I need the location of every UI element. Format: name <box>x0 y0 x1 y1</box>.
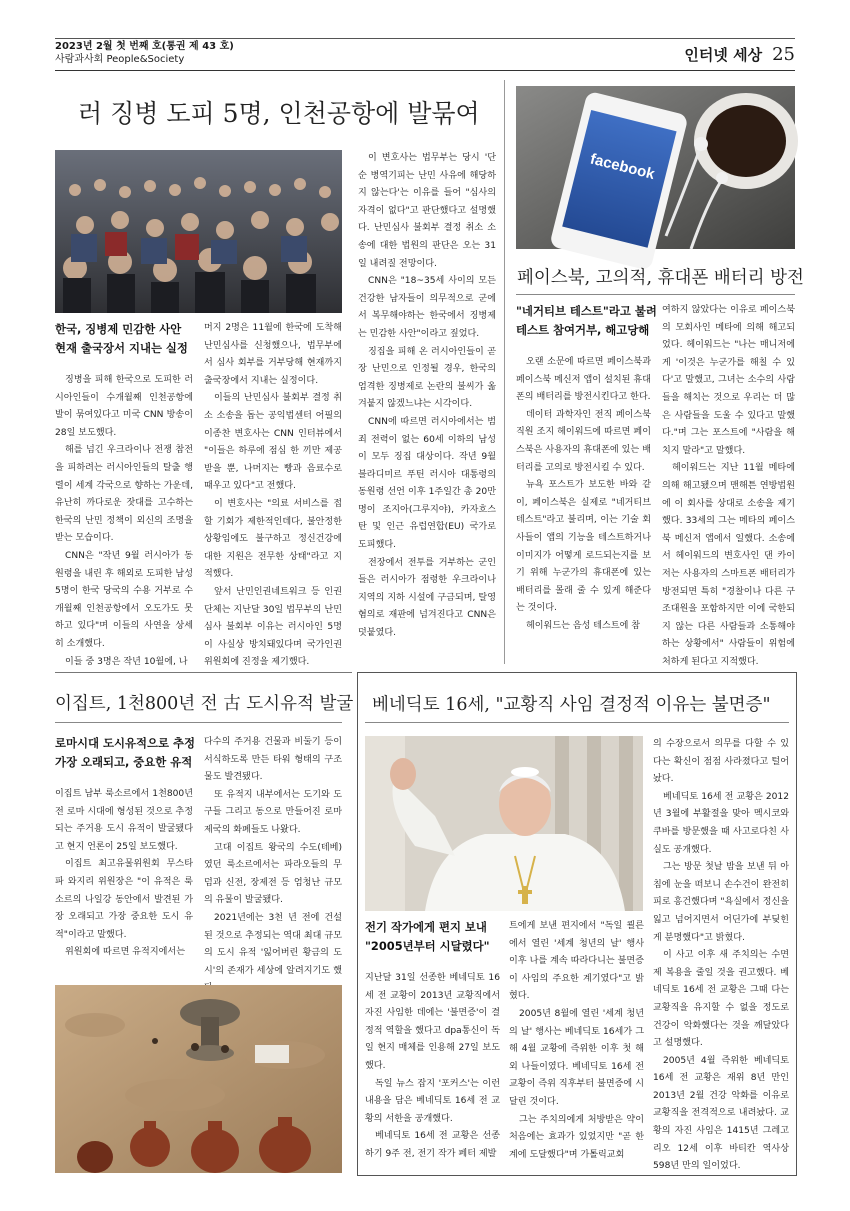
issue-info <box>55 40 234 66</box>
article4-subheadline-line1: 전기 작가에게 편지 보내 <box>365 920 487 934</box>
article3-subheadline-line2: 가장 오래되고, 중요한 유적 <box>55 755 193 769</box>
paragraph: 전장에서 전투를 거부하는 군인들은 러시아가 점령한 우크라이나 지역의 지하 시설에 구금되며, 탈영 혐의로 재판에 넘겨진다고 CNN은 덧붙였다. <box>358 557 496 639</box>
paragraph: 또 유적지 내부에서는 도기와 도구들 그리고 동으로 만들어진 로마 제국의 화폐들도 나왔다. <box>204 789 342 835</box>
article2-subheadline-line1: "네거티브 테스트"라고 불려 <box>516 304 657 318</box>
paragraph: 독일 뉴스 잡지 '포커스'는 이런 내용을 담은 베네딕토 16세 전 교황의 서한을 공개했다. <box>365 1078 500 1124</box>
paragraph: 이 변호사는 법무부는 당시 '단순 병역기피는 난민 사유에 해당하지 않는다'는 이유를 들어 "심사의 자격이 없다"고 판단했다고 설명했다. 난민심사 불회부 결정 취소 소송에 대한 법원의 판단은 오는 31일 내려질 전망이다. <box>358 153 496 269</box>
article1-body-col1 <box>55 372 193 667</box>
paragraph: 위원회에 따르면 유적지에서는 <box>65 947 185 958</box>
article3-subheadline <box>55 734 197 772</box>
paragraph: 지난달 31일 선종한 베네딕토 16세 전 교황이 2013년 교황직에서 자진 사임한 데에는 '불면증'이 결정적 역할을 했다고 dpa통신이 독일 현지 매체를 인용해 27일 보도했다. <box>365 973 500 1071</box>
article1-headline: 러 징병 도피 5명, 인천공항에 발묶여 <box>78 99 480 128</box>
paragraph: CNN은 "작년 9월 러시아가 동원령을 내린 후 해외로 도피한 남성 5명이 한국 당국의 수용 거부로 수개월째 인천공항에서 오도가도 못하고 있다"며 이들의 사연을 상세히 소개했다. <box>55 550 193 649</box>
paragraph: 의 수장으로서 의무를 다할 수 있다는 확신이 점점 사라졌다고 털어놨다. <box>653 739 789 785</box>
paragraph: 베네딕토 16세 전 교황은 2012년 3월에 부활절을 맞아 멕시코와 쿠바를 방문했을 때 사고로다친 사실도 공개했다. <box>653 791 789 855</box>
pope-photo <box>365 736 643 911</box>
article3-body-col2 <box>204 734 342 982</box>
crowd-photo <box>55 150 342 313</box>
paragraph: 징집을 피해 온 러시아인들이 곧장 난민으로 인정될 경우, 한국의 엄격한 징병제로 논란의 불씨가 옮겨붙지 않겠느냐는 시각이다. <box>358 346 496 410</box>
paragraph: 헤이워드는 지난 11월 메타에 의해 해고됐으며 맨해튼 연방법원에 이 회사를 상대로 소송을 제기했다. 33세의 그는 메타의 페이스북 메신저 앱에서 일했다. 소송에서 헤이워드의 변호사인 댄 카이저는 사용자의 스마트폰 배터리가 방전되면 특히 "경찰이나 다른 구조대원을 포함하지만 이에 국한되지 않는 다른 사람들과 소통해야 하는 상황에서" 사람들이 위험에 처하게 된다고 지적했다. <box>662 463 795 667</box>
article4-body-col3 <box>653 736 789 1172</box>
paragraph: 여하지 않았다는 이유로 페이스북의 모회사인 메타에 의해 해고되었다. 헤이워드는 "나는 매니저에게 '이것은 누군가를 해칠 수 있다'고 말했고, 그녀는 소수의 사람들을 해치는 것으로 우리는 더 많은 사람들을 도울 수 있다고 말했다."며 그는 포스트에 "사람을 해치지 말라"고 말했다. <box>662 305 795 456</box>
article4-headline: 베네딕토 16세, "교황직 사임 결정적 이유는 불면증" <box>372 695 771 715</box>
facebook-logo-text: facebook <box>588 150 657 183</box>
paragraph: 머지 2명은 11월에 한국에 도착해 난민심사를 신청했으나, 법무부에서 심사 회부를 거부당해 현재까지 출국장에서 지내는 실정이다. <box>204 323 342 386</box>
article2-headline: 페이스북, 고의적, 휴대폰 배터리 방전 <box>517 268 804 288</box>
article1-subheadline-line2: 현재 출국장서 지내는 실정 <box>55 341 188 355</box>
paragraph: 고대 이집트 왕국의 수도(테베)였던 룩소르에서는 파라오들의 무덤과 신전, 장제전 등 엄청난 규모의 유물이 발굴됐다. <box>204 842 342 906</box>
article3-subheadline-line1: 로마시대 도시유적으로 추정 <box>55 736 195 750</box>
paragraph: 징병을 피해 한국으로 도피한 러시아인들이 수개월째 인천공항에 발이 묶여있다고 미국 CNN 방송이 28일 보도했다. <box>55 375 193 438</box>
paragraph: 이들 중 3명은 작년 10월에, 나 <box>65 656 188 667</box>
article4-body-col2 <box>509 918 644 1168</box>
article3-headline: 이집트, 1천800년 전 古 도시유적 발굴 <box>55 694 354 714</box>
paragraph: 오랜 소문에 따르면 페이스북과 페이스북 메신저 앱이 설치된 휴대폰의 배터리를 방전시킨다고 한다. <box>516 357 651 403</box>
article1-body-col3 <box>358 150 496 664</box>
paragraph: 2005년 4월 즉위한 베네딕토 16세 전 교황은 재위 8년 만인 2013년 2월 건강 악화를 이유로 교황직을 전격적으로 내려놨다. 교황의 자진 사임은 1415년 그레고리오 12세 이후 바티칸 역사상 598년 만의 일이었다. <box>653 1055 789 1172</box>
article3-headline-rule <box>55 722 342 723</box>
section-header <box>684 44 795 65</box>
article4-headline-rule <box>365 722 789 723</box>
paragraph: CNN은 "18~35세 사이의 모든 건강한 남자들이 의무적으로 군에서 복무해야하는 한국에서 징병제는 민감한 사안"이라고 짚었다. <box>358 276 496 339</box>
paragraph: 다수의 주거용 건물과 비둘기 등이 서식하도록 만든 타워 형태의 구조물도 발견됐다. <box>204 737 342 783</box>
paragraph: 이 사고 이후 새 주치의는 수면제 복용을 줄일 것을 권고했다. 베네딕토 16세 전 교황은 그때 다는 교황직을 유지할 수 없을 정도로 건강이 악화했다는 것을 깨달았다고 설명했다. <box>653 950 789 1049</box>
article2-body-col1 <box>516 354 651 664</box>
excavation-photo <box>55 985 342 1173</box>
page-number: 25 <box>772 44 795 65</box>
paragraph: 이집트 최고유물위원회 무스타파 와지리 위원장은 "이 유적은 룩소르의 나일강 동안에서 발견된 가장 오래되고 가장 중요한 도시 유적"이라고 말했다. <box>55 859 193 940</box>
paragraph: 그는 방문 첫날 밤을 보낸 뒤 아침에 눈을 떠보니 손수건이 완전히 피로 흥건했다며 "욕실에서 정신을 잃고 넘어지면서 어딘가에 부딪힌 게 분명했다"고 밝혔다. <box>653 862 789 943</box>
article2-headline-rule <box>516 294 795 295</box>
issue-label: 2023년 2월 첫 번째 호(통권 제 43 호) <box>55 41 234 52</box>
paragraph: 이들의 난민심사 불회부 결정 취소 소송을 돕는 공익법센터 어필의 이종찬 변호사는 CNN 인터뷰에서 "이들은 하루에 점심 한 끼만 제공받을 뿐, 나머지는 빵과 음료수로 때우고 있다"고 전했다. <box>204 393 342 492</box>
paragraph: 뉴욕 포스트가 보도한 바와 같이, 페이스북은 실제로 "네거티브 테스트"라고 불리며, 이는 기술 회사들이 앱의 기능을 테스트하거나 이미지가 어떻게 로드되는지를 보기 위해 누군가의 휴대폰에 있는 배터리를 몰래 줄 수 있게 해준다는 것이다. <box>516 480 651 614</box>
paragraph: 해를 넘긴 우크라이나 전쟁 참전을 피하려는 러시아인들의 탈출 행렬이 세계 각국으로 향하는 가운데, 유난히 까다로운 잣대를 고수하는 한국의 난민 정책이 외신의 조명을 받는 모습이다. <box>55 445 193 544</box>
paragraph: CNN에 따르면 러시아에서는 범죄 전력이 없는 60세 이하의 남성이 모두 징집 대상이다. 작년 9월 블라디미르 푸틴 러시아 대통령의 동원령 선언 이후 1주일간 총 20만명이 조지아(그루지야), 카자흐스탄 및 인근 유럽연합(EU) 국가로 도피했다. <box>358 416 496 551</box>
paragraph: 이 변호사는 "의료 서비스를 접할 기회가 제한적인데다, 불안정한 상황임에도 불구하고 정신건강에 대한 지원은 전무한 상태"라고 지적했다. <box>204 498 342 580</box>
paragraph: 베네딕토 16세 전 교황은 선종하기 9주 전, 전기 작가 페터 제발 <box>365 1131 500 1159</box>
publication-label: 사람과사회 People&Society <box>55 54 185 65</box>
paragraph: 데이터 과학자인 전직 페이스북 직원 조지 헤이워드에 따르면 페이스북은 사용자의 휴대폰에 있는 배터리를 고의로 방전시킬 수 있다. <box>516 409 651 473</box>
paragraph: 이집트 남부 룩소르에서 1천800년 전 로마 시대에 형성된 것으로 추정되는 주거용 도시 유적이 발굴됐다고 현지 언론이 25일 보도했다. <box>55 789 193 852</box>
column-divider <box>504 80 505 664</box>
header-bottom-rule <box>55 70 795 71</box>
facebook-phone-photo <box>516 86 795 249</box>
article2-body-col2 <box>662 302 795 667</box>
article2-subheadline <box>516 302 666 340</box>
paragraph: 2005년 8월에 열린 '세계 청년의 날' 행사는 베네딕토 16세가 그해 4월 교황에 즉위한 이후 첫 해외 나들이였다. 베네딕토 16세 전 교황이 즉위 직후부터 불면증에 시달린 것이다. <box>509 1008 644 1107</box>
paragraph: 2021년에는 3천 년 전에 건설된 것으로 추정되는 역대 최대 규모의 도시 유적 '잃어버린 황금의 도시'의 존재가 세상에 알려지기도 했 <box>204 912 342 976</box>
paragraph: 그는 주치의에게 처방받은 약이 처음에는 효과가 있었지만 "곧 한계에 도달했다"며 가톨릭교회 <box>509 1114 644 1160</box>
section-label: 인터넷 세상 <box>684 46 763 64</box>
paragraph: 헤이워드는 음성 테스트에 참 <box>526 620 641 631</box>
paragraph: 앞서 난민인권네트워크 등 인권단체는 지난달 30일 법무부의 난민심사 불회부 이유는 러시아인 5명이 사실상 방치돼있다며 국가인권위원회에 진정을 제기했다. <box>204 586 342 668</box>
header-top-rule <box>55 38 795 39</box>
article3-body-col1 <box>55 786 193 982</box>
article4-subheadline-line2: "2005년부터 시달렸다" <box>365 939 490 953</box>
article2-subheadline-line2: 테스트 참여거부, 해고당해 <box>516 323 650 337</box>
article4-subheadline <box>365 918 505 956</box>
article1-subheadline-line1: 한국, 징병제 민감한 사안 <box>55 322 182 336</box>
paragraph: 트에게 보낸 편지에서 "독일 쾰른에서 열린 '세계 청년의 날' 행사 이후 나를 계속 따라다니는 불면증이 사임의 주요한 계기였다"고 밝혔다. <box>509 921 644 1002</box>
article1-body-col2 <box>204 320 342 668</box>
mid-rule <box>55 672 352 673</box>
article4-body-col1 <box>365 970 500 1168</box>
